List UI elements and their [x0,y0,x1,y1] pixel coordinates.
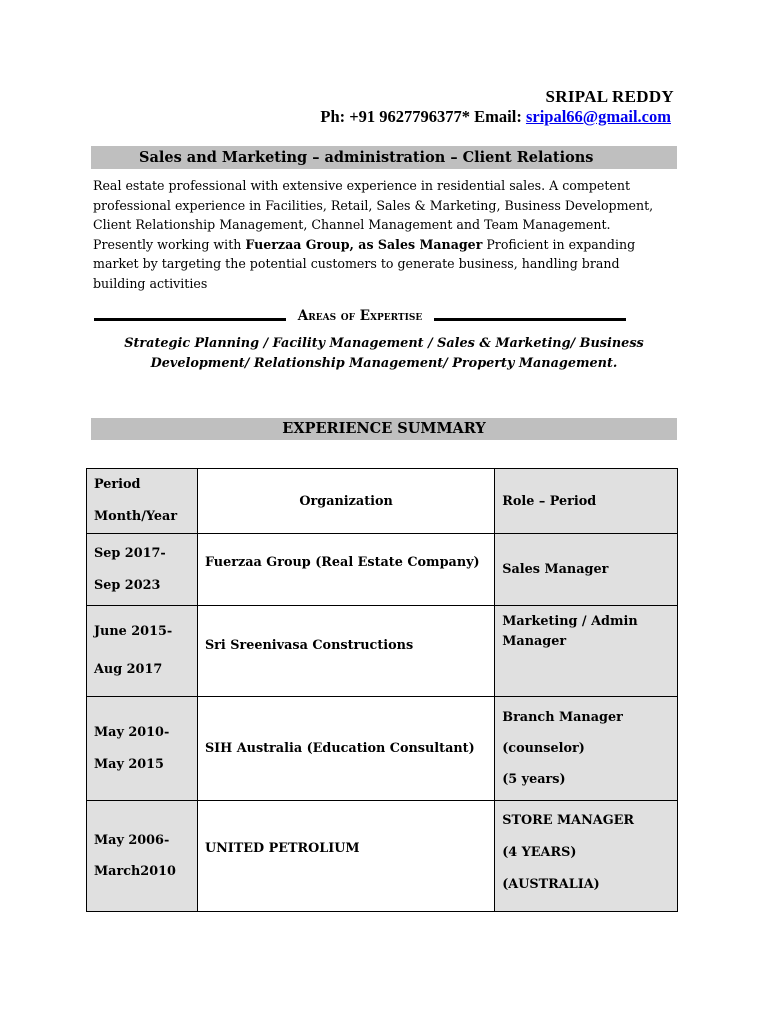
role-line: STORE MANAGER [502,813,635,828]
table-row [87,606,678,697]
table-row [87,534,678,606]
experience-table [86,468,678,912]
role-cell: Sales Manager [495,534,678,606]
period-start: Sep 2017- [94,545,166,561]
summary-text-1: Real estate professional with extensive experience in residential sales. A competent professional experience in Facilities, Retail, Sales & Marketing, Business Development, Client Relationship Management, Channel Management and Team Management. Presently working with [93,178,654,252]
role-line: (4 YEARS) [502,845,577,860]
organization-header: Organization [197,469,494,534]
expertise-list: Strategic Planning / Facility Management / Sales & Marketing/ Business Development/ Relationship Management/ Property Management. [124,336,644,371]
role-cell: Marketing / Admin Manager [495,606,678,697]
role-line: Branch Manager [502,710,623,725]
organization-cell: SIH Australia (Education Consultant) [197,697,494,801]
headline-band: Sales and Marketing – administration – Client Relations [91,146,677,169]
period-cell [87,534,198,606]
profile-summary [93,176,673,294]
table-row [87,697,678,801]
organization-cell: UNITED PETROLIUM [197,801,494,912]
period-cell [87,606,198,697]
table-header-row [87,469,678,534]
role-cell [495,801,678,912]
period-end: Aug 2017 [94,662,163,677]
period-end: Sep 2023 [94,577,161,593]
period-start: May 2006- [94,833,170,848]
period-end: May 2015 [94,756,164,772]
role-cell [495,697,678,801]
summary-current-role: Fuerzaa Group, as Sales Manager [245,236,483,252]
period-header-line1: Period [94,477,141,492]
organization-cell: Sri Sreenivasa Constructions [197,606,494,697]
expertise-heading [94,308,628,328]
period-start: June 2015- [94,624,173,639]
organization-cell: Fuerzaa Group (Real Estate Company) [197,534,494,606]
period-header [87,469,198,534]
role-line: (5 years) [502,772,566,787]
period-cell [87,697,198,801]
experience-summary-band: EXPERIENCE SUMMARY [91,418,677,440]
candidate-name: SRIPAL REDDY [545,87,674,106]
summary-text-2: Proficient in expanding market by targeting the potential customers to generate business, handling brand building activities [93,236,636,291]
table-row [87,801,678,912]
email-link[interactable]: sripal66@gmail.com [525,107,671,126]
period-start: May 2010- [94,724,170,740]
period-end: March2010 [94,864,176,879]
period-header-line2: Month/Year [94,509,178,524]
contact-line [320,107,671,127]
period-cell [87,801,198,912]
phone-text: Ph: +91 9627796377* Email: [320,107,526,126]
role-header: Role – Period [495,469,678,534]
role-line: (counselor) [502,741,585,756]
rule-left [94,318,286,321]
role-line: (AUSTRALIA) [502,877,600,892]
expertise-title: Areas of Expertise [297,308,423,324]
rule-right [434,318,626,321]
